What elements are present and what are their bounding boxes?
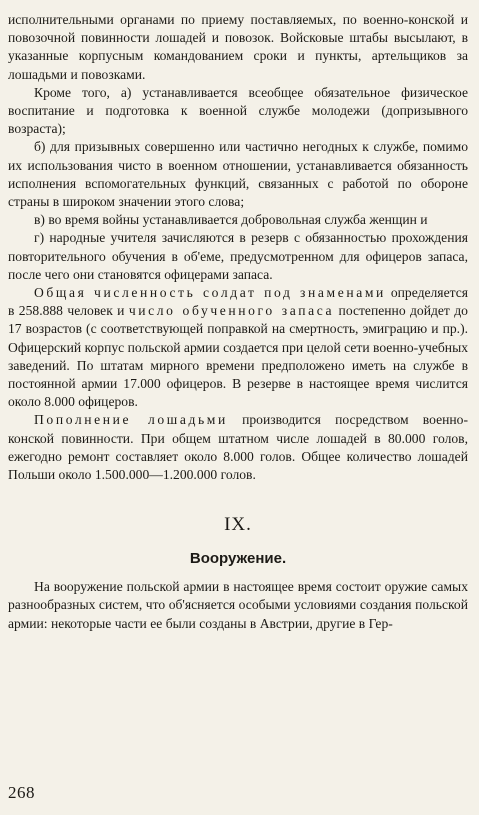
paragraph (8, 84, 468, 139)
paragraph-text: Кроме того, а) устанавливается всеобщее обязательное физическое воспитание и подготовка к военной службе молодежи (допризывного возраста); (8, 84, 468, 137)
paragraph-text: г) народные учителя зачисляются в резерв с обязанностью прохождения повторительного обучения в об'еме, предусмотренном для офицеров запаса, после чего они становятся офицерами запаса. (8, 230, 468, 282)
paragraph (8, 411, 468, 484)
spaced-emphasis-text: Общая численность солдат под знаменами (34, 285, 386, 301)
paragraph-text: в) во время войны устанавливается добровольная служба женщин и (34, 212, 428, 228)
text-block (8, 11, 468, 484)
final-paragraph: На вооружение польской армии в настоящее время состоит оружие самых разнообразных систем, что об'ясняется особыми условиями создания польской армии: некоторые части ее были созданы в Австрии, другие в Гер- (8, 579, 468, 631)
paragraph-text: производится посредством военно-конской повинности. При общем штатном числе лошадей в 80.000 голов, ежегодно ремонт составляет около 8.000 голов. Общее количество лошадей Польши около 1.500.000—1.200.000 голов. (8, 412, 468, 483)
paragraph (8, 138, 468, 211)
paragraph (8, 211, 468, 229)
paragraph (8, 11, 468, 84)
section-title: Вооружение. (189, 550, 287, 568)
paragraph (8, 284, 468, 411)
paragraph-text: постепенно дойдет до 17 возрастов (с соответствующей поправкой на смертность, эмиграцию и пр.). Офицерский корпус польской армии создается при целой сети военно-учебных заведений. По штатам мирного времени предположено иметь на службе в постоянной армии 17.000 офицеров. В резерве в настоящее время числится около 8.000 офицеров. (8, 303, 468, 410)
section-number: IX. (224, 514, 252, 536)
paragraph-text: б) для призывных совершенно или частично негодных к службе, помимо их использования чисто в военном отношении, устанавливается обязанность исполнения вспомогательных функций, связанных с работой по обороне страны в широком значении этого слова; (8, 139, 468, 210)
spaced-emphasis-text: число обученного запаса (128, 303, 335, 319)
paragraph-text: исполнительными органами по приему поставляемых, по военно-конской и повозочной повинности лошадей и повозок. Войсковые штабы высылают, в указанные корпусным командованием сроки и пункты, артельщиков за лошадьми и повозками. (8, 12, 468, 82)
paragraph-text: определяется в 258.888 человек и (8, 285, 468, 319)
paragraph (8, 229, 468, 284)
spaced-emphasis-text: Пополнение лошадьми (34, 412, 228, 428)
page-body (8, 11, 468, 633)
page-number: 268 (8, 783, 35, 802)
